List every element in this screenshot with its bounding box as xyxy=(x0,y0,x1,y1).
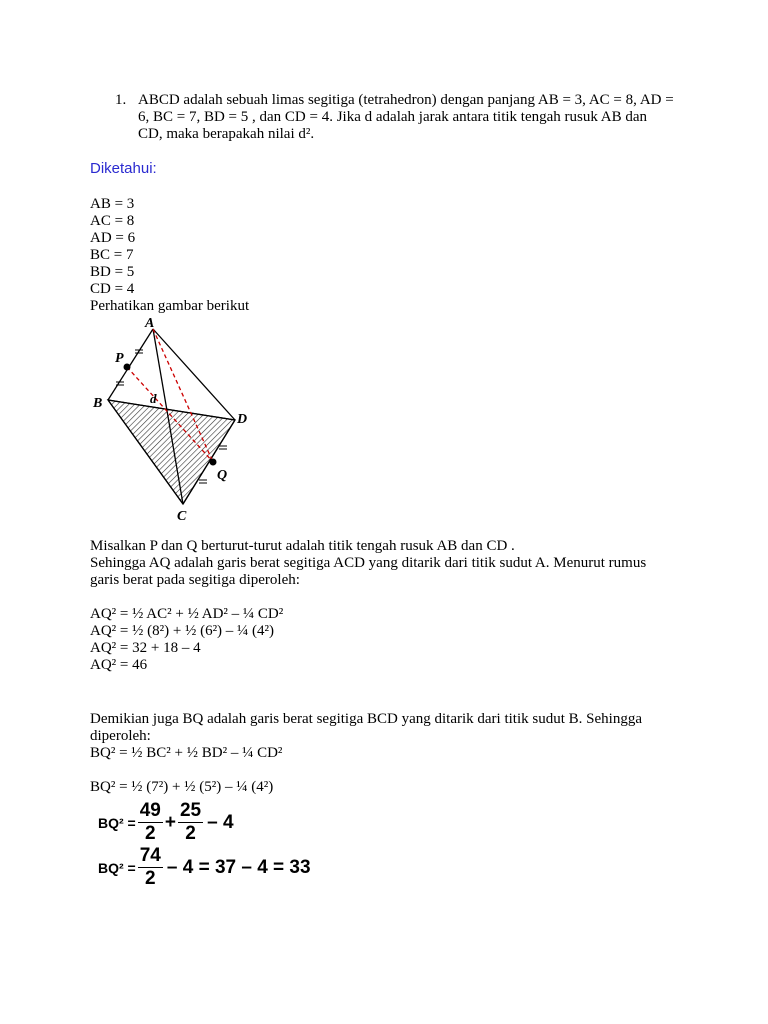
numerator: 25 xyxy=(179,800,202,821)
denominator: 2 xyxy=(145,823,156,844)
bq-equation-2: BQ² = ½ (7²) + ½ (5²) – ¼ (4²) xyxy=(90,779,274,795)
explanation-line-2: Sehingga AQ adalah garis berat segitiga ACD yang ditarik dari titik sudut A. Menurut rumus xyxy=(90,555,647,571)
label-q: Q xyxy=(217,468,228,483)
tetrahedron-figure xyxy=(85,312,265,527)
tail: – 4 xyxy=(207,811,234,833)
tail: – 4 = 37 – 4 = 33 xyxy=(166,856,311,878)
problem-number: 1. xyxy=(115,92,127,108)
figure-intro: Perhatikan gambar berikut xyxy=(90,298,250,314)
fraction xyxy=(138,845,163,890)
bq-lhs: BQ² = xyxy=(98,859,136,876)
point-p xyxy=(124,364,131,371)
denominator: 2 xyxy=(145,868,156,889)
problem-line-1: ABCD adalah sebuah limas segitiga (tetrahedron) dengan panjang AB = 3, AC = 8, AD = xyxy=(138,92,674,108)
edge-ad xyxy=(153,329,235,420)
bq-equation-1: BQ² = ½ BC² + ½ BD² – ¼ CD² xyxy=(90,745,283,761)
label-a: A xyxy=(145,316,155,331)
problem-line-2: 6, BC = 7, BD = 5 , dan CD = 4. Jika d adalah jarak antara titik tengah rusuk AB dan xyxy=(138,109,648,125)
known-item: BD = 5 xyxy=(90,264,135,280)
known-item: BC = 7 xyxy=(90,247,134,263)
aq-equation-4: AQ² = 46 xyxy=(90,657,148,673)
bq-fraction-equation-2 xyxy=(98,845,311,890)
point-q xyxy=(210,459,217,466)
fraction xyxy=(138,800,163,845)
bq-text-line-2: diperoleh: xyxy=(90,728,151,744)
numerator: 74 xyxy=(139,845,161,866)
fraction xyxy=(178,800,203,845)
aq-equation-2: AQ² = ½ (8²) + ½ (6²) – ¼ (4²) xyxy=(90,623,275,639)
label-d-small: d xyxy=(150,391,157,406)
explanation-line-3: garis berat pada segitiga diperoleh: xyxy=(90,572,300,588)
known-item: CD = 4 xyxy=(90,281,135,297)
known-heading: Diketahui: xyxy=(90,160,157,177)
problem-line-3: CD, maka berapakah nilai d². xyxy=(138,126,315,142)
bq-lhs: BQ² = xyxy=(98,814,136,831)
plus-sign: + xyxy=(164,811,176,833)
explanation-line-1: Misalkan P dan Q berturut-turut adalah titik tengah rusuk AB dan CD . xyxy=(90,538,515,554)
known-item: AB = 3 xyxy=(90,196,135,212)
denominator: 2 xyxy=(185,823,196,844)
bq-text-line-1: Demikian juga BQ adalah garis berat segitiga BCD yang ditarik dari titik sudut B. Sehingga xyxy=(90,711,642,727)
numerator: 49 xyxy=(139,800,161,821)
bq-fraction-equation-1 xyxy=(98,800,234,845)
known-item: AD = 6 xyxy=(90,230,136,246)
aq-equation-3: AQ² = 32 + 18 – 4 xyxy=(90,640,201,656)
known-item: AC = 8 xyxy=(90,213,135,229)
label-c: C xyxy=(177,509,187,524)
aq-equation-1: AQ² = ½ AC² + ½ AD² – ¼ CD² xyxy=(90,606,284,622)
label-d: D xyxy=(237,412,248,427)
label-p: P xyxy=(115,351,124,366)
label-b: B xyxy=(93,396,103,411)
